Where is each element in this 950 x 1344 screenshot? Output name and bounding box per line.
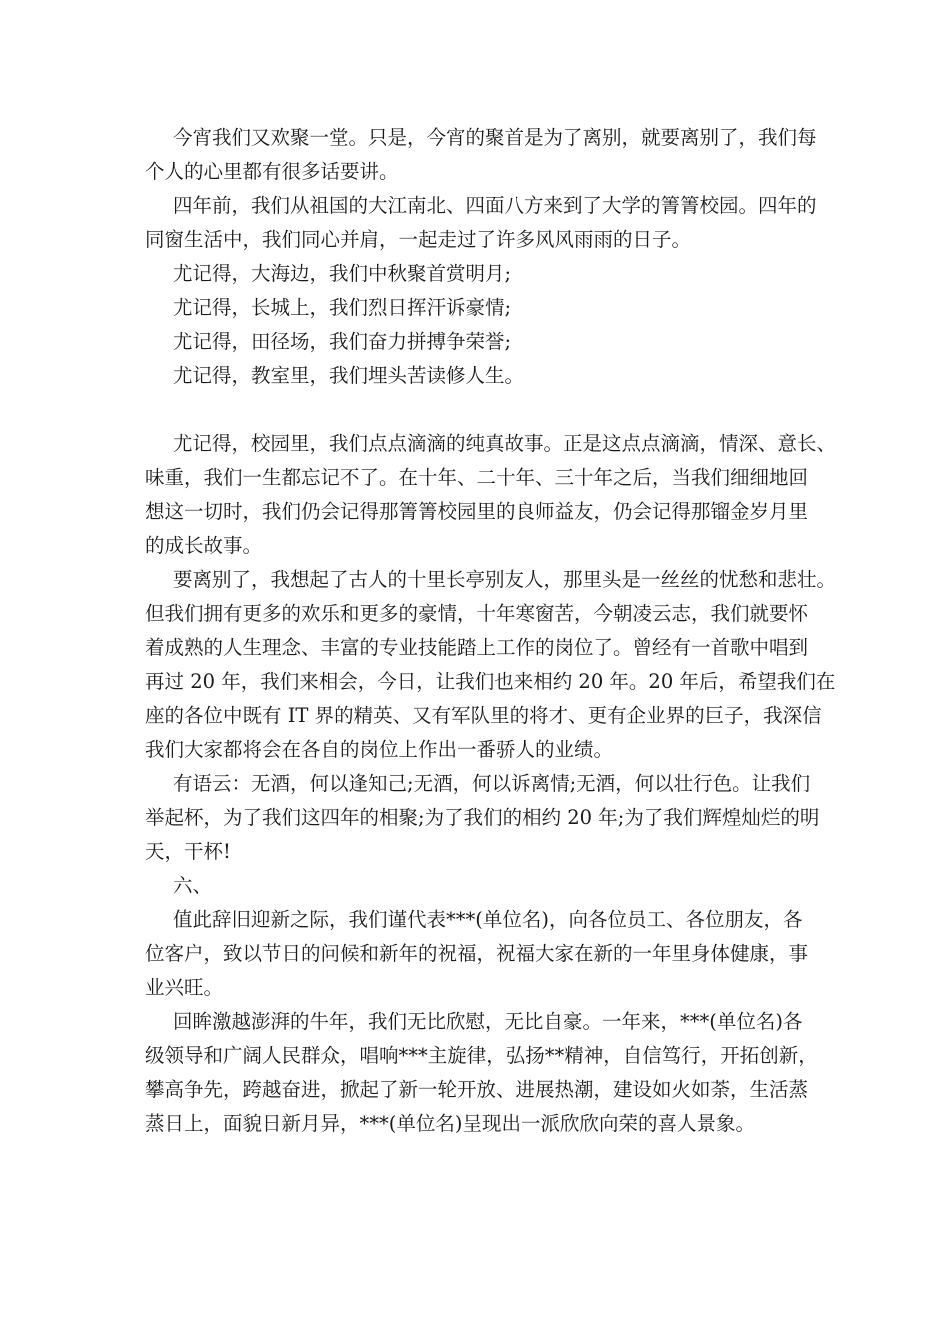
paragraph-7 (145, 427, 837, 563)
blank-line (145, 393, 825, 427)
text-line: 今宵我们又欢聚一堂。只是，今宵的聚首是为了离别，就要离别了，我们每 (173, 126, 817, 149)
paragraph-4 (145, 291, 825, 325)
paragraph-2 (145, 189, 825, 257)
text-line: 尤记得，长城上，我们烈日挥汗诉豪情; (173, 296, 512, 319)
paragraph-6 (145, 359, 825, 393)
text-line: 同窗生活中，我们同心并肩，一起走过了许多风风雨雨的日子。 (145, 228, 692, 251)
paragraph-5 (145, 325, 825, 359)
text-line: 着成熟的人生理念、丰富的专业技能踏上工作的岗位了。曾经有一首歌中唱到 (145, 636, 809, 659)
text-line: 业兴旺。 (145, 976, 224, 999)
text-line: 要离别了，我想起了古人的十里长亭别友人，那里头是一丝丝的忧愁和悲壮。 (173, 568, 837, 591)
text-line: 六、 (173, 874, 213, 897)
text-line: 位客户，致以节日的问候和新年的祝福，祝福大家在新的一年里身体健康，事 (145, 942, 809, 965)
text-line: 但我们拥有更多的欢乐和更多的豪情，十年寒窗苦，今朝凌云志，我们就要怀 (145, 602, 809, 625)
text-line: 尤记得，大海边，我们中秋聚首赏明月; (173, 262, 512, 285)
text-line: 攀高争先，跨越奋进，掀起了新一轮开放、进展热潮，建设如火如荼，生活蒸 (145, 1078, 809, 1101)
paragraph-1 (145, 121, 825, 189)
text-line: 值此辞旧迎新之际，我们谨代表***(单位名)，向各位员工、各位朋友，各 (173, 908, 803, 931)
paragraph-3 (145, 257, 825, 291)
document-body (145, 121, 837, 1141)
text-line: 尤记得，校园里，我们点点滴滴的纯真故事。正是这点点滴滴，情深、意长、 (173, 432, 837, 455)
text-line: 蒸日上，面貌日新月异，***(单位名)呈现出一派欣欣向荣的喜人景象。 (145, 1112, 755, 1135)
paragraph-8 (145, 563, 837, 767)
text-line: 有语云：无酒，何以逢知己;无酒，何以诉离情;无酒，何以壮行色。让我们 (173, 772, 811, 795)
paragraph-9 (145, 767, 825, 869)
paragraph-10 (145, 903, 825, 1005)
text-line: 尤记得，田径场，我们奋力拼搏争荣誉; (173, 330, 512, 353)
text-line: 举起杯，为了我们这四年的相聚;为了我们的相约 20 年;为了我们辉煌灿烂的明 (145, 806, 820, 829)
text-line: 个人的心里都有很多话要讲。 (145, 160, 399, 183)
text-line: 我们大家都将会在各自的岗位上作出一番骄人的业绩。 (145, 738, 614, 761)
text-line: 味重，我们一生都忘记不了。在十年、二十年、三十年之后，当我们细细地回 (145, 466, 809, 489)
section-heading (145, 869, 825, 903)
text-line: 回眸激越澎湃的牛年，我们无比欣慰，无比自豪。一年来，***(单位名)各 (173, 1010, 803, 1033)
text-line: 的成长故事。 (145, 534, 263, 557)
text-line: 天，干杯! (145, 840, 231, 863)
text-line: 级领导和广阔人民群众，唱响***主旋律，弘扬**精神，自信笃行，开拓创新， (145, 1044, 818, 1067)
text-line: 尤记得，教室里，我们埋头苦读修人生。 (173, 364, 525, 387)
text-line: 想这一切时，我们仍会记得那箐箐校园里的良师益友，仍会记得那镏金岁月里 (145, 500, 809, 523)
text-line: 座的各位中既有 IT 界的精英、又有军队里的将才、更有企业界的巨子，我深信 (145, 704, 822, 727)
paragraph-11 (145, 1005, 825, 1141)
text-line: 四年前，我们从祖国的大江南北、四面八方来到了大学的箐箐校园。四年的 (173, 194, 817, 217)
text-line: 再过 20 年，我们来相会，今日，让我们也来相约 20 年。20 年后，希望我们在 (145, 670, 836, 693)
